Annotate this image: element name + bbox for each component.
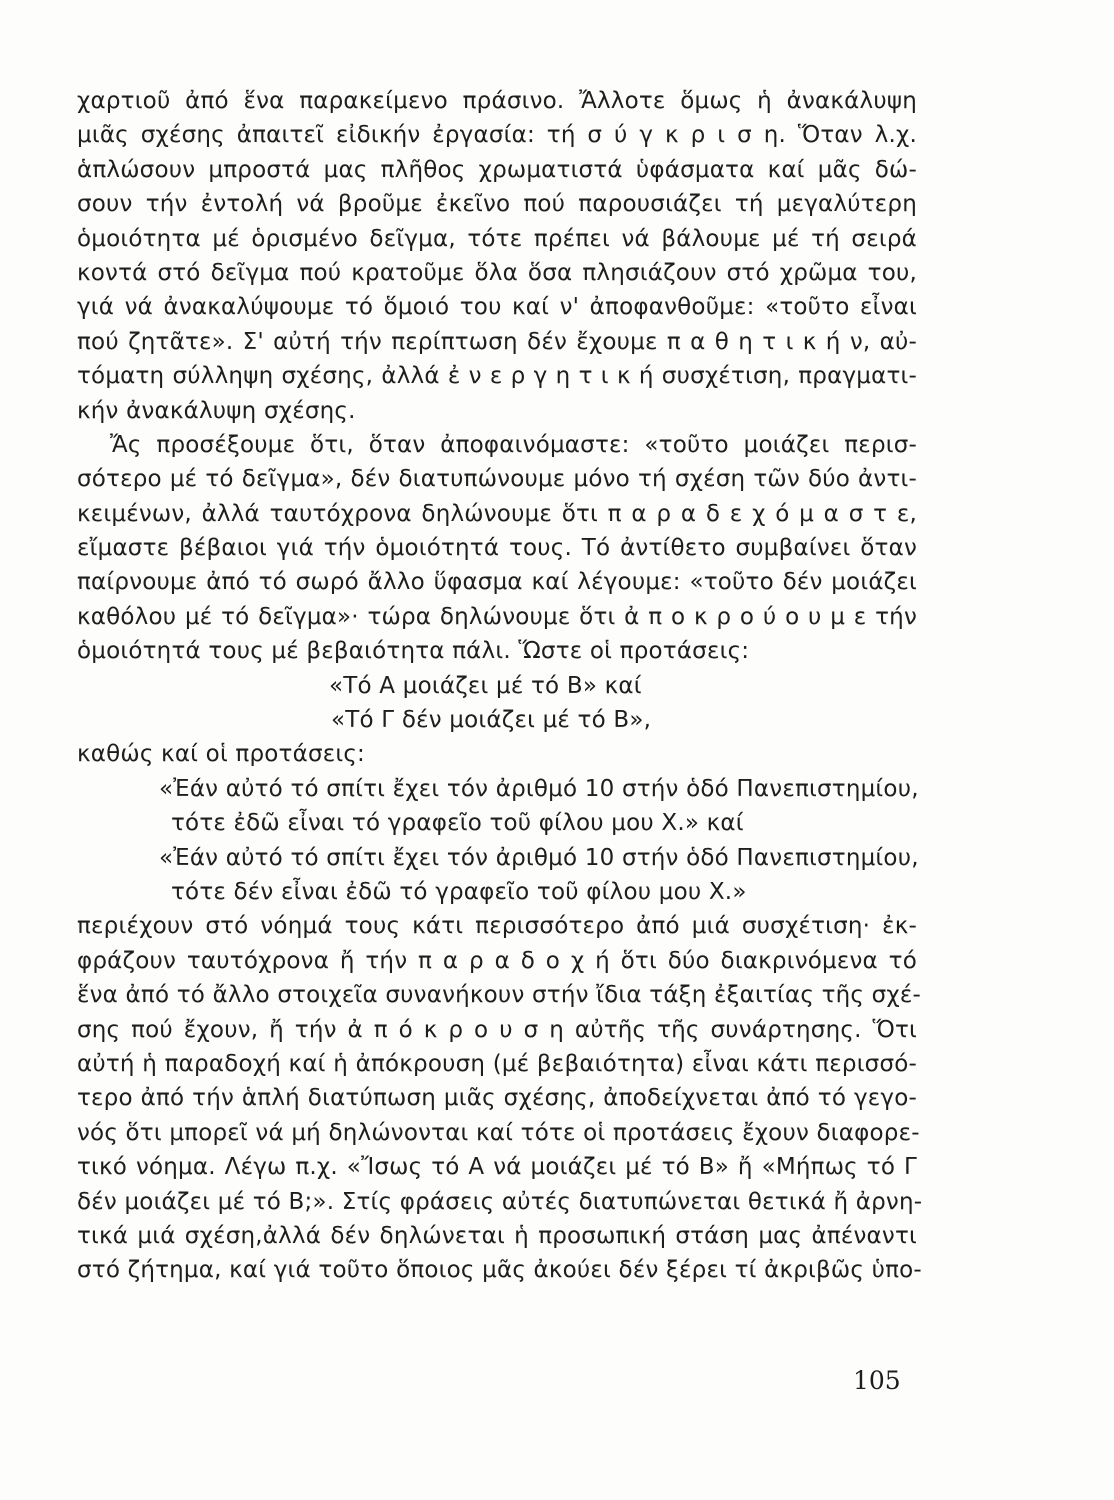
- text-line: ὁμοιότητα μέ ὁρισμένο δεῖγμα, τότε πρέπει νά βάλουμε μέ τή σειρά: [77, 225, 917, 252]
- text-line: τικά μιά σχέση,ἀλλά δέν δηλώνεται ἡ προσωπική στάση μας ἀπέναντι: [77, 1222, 917, 1249]
- text-line: νός ὅτι μπορεῖ νά μή δηλώνονται καί τότε οἱ προτάσεις ἔχουν διαφορε-: [77, 1119, 920, 1146]
- text-line: ἁπλώσουν μπροστά μας πλῆθος χρωματιστά ὑφάσματα καί μᾶς δώ-: [77, 156, 917, 183]
- text-line: πού ζητᾶτε». Σ' αὐτή τήν περίπτωση δέν ἔχουμε π α θ η τ ι κ ή ν, αὐ-: [77, 328, 917, 355]
- text-line: ἕνα ἀπό τό ἄλλο στοιχεῖα συνανήκουν στήν ἴδια τάξη ἐξαιτίας τῆς σχέ-: [77, 982, 922, 1009]
- text-line: στό ζήτημα, καί γιά τοῦτο ὅποιος μᾶς ἀκούει δέν ξέρει τί ἀκριβῶς ὑπο-: [77, 1257, 922, 1284]
- quoted-proposition: «Τό Α μοιάζει μέ τό Β» καί: [329, 672, 642, 699]
- text-line: τόματη σύλληψη σχέσης, ἀλλά ἐ ν ε ρ γ η τ ι κ ή συσχέτιση, πραγματι-: [77, 363, 917, 390]
- text-line: ὁμοιότητά τους μέ βεβαιότητα πάλι. Ὥστε οἱ προτάσεις:: [77, 638, 750, 665]
- text-line: κοντά στό δεῖγμα πού κρατοῦμε ὅλα ὅσα πλησιάζουν στό χρῶμα του,: [77, 259, 917, 286]
- page-number: 105: [853, 1366, 901, 1395]
- text-line: σότερο μέ τό δεῖγμα», δέν διατυπώνουμε μόνο τή σχέση τῶν δύο ἀντι-: [77, 466, 917, 493]
- text-line: δέν μοιάζει μέ τό Β;». Στίς φράσεις αὐτές διατυπώνεται θετικά ἤ ἀρνη-: [77, 1188, 923, 1215]
- text-line: κειμένων, ἀλλά ταυτόχρονα δηλώνουμε ὅτι π α ρ α δ ε χ ό μ α σ τ ε,: [77, 500, 917, 527]
- text-line: κήν ἀνακάλυψη σχέσης.: [77, 397, 356, 424]
- quoted-proposition: «Ἐάν αὐτό τό σπίτι ἔχει τόν ἀριθμό 10 στήν ὁδό Πανεπιστημίου,: [159, 775, 919, 802]
- text-line: τικό νόημα. Λέγω π.χ. «Ἴσως τό Α νά μοιάζει μέ τό Β» ἤ «Μήπως τό Γ: [77, 1154, 917, 1181]
- text-line: καθώς καί οἱ προτάσεις:: [77, 741, 366, 768]
- text-line: σουν τήν ἐντολή νά βροῦμε ἐκεῖνο πού παρουσιάζει τή μεγαλύτερη: [77, 191, 917, 218]
- quoted-proposition: τότε δέν εἶναι ἐδῶ τό γραφεῖο τοῦ φίλου μου Χ.»: [171, 878, 747, 905]
- text-line: χαρτιοῦ ἀπό ἕνα παρακείμενο πράσινο. Ἄλλοτε ὅμως ἡ ἀνακάλυψη: [77, 88, 917, 114]
- text-line: σης πού ἔχουν, ἤ τήν ἀ π ό κ ρ ο υ σ η αὐτῆς τῆς συνάρτησης. Ὅτι: [77, 1016, 917, 1043]
- paragraph-start-line: Ἄς προσέξουμε ὅτι, ὅταν ἀποφαινόμαστε: «τοῦτο μοιάζει περισ-: [110, 431, 917, 458]
- text-line: τερο ἀπό τήν ἁπλή διατύπωση μιᾶς σχέσης, ἀποδείχνεται ἀπό τό γεγο-: [77, 1085, 917, 1112]
- quoted-proposition: τότε ἐδῶ εἶναι τό γραφεῖο τοῦ φίλου μου Χ.» καί: [171, 810, 744, 837]
- text-line: αὐτή ἡ παραδοχή καί ἡ ἀπόκρουση (μέ βεβαιότητα) εἶναι κάτι περισσό-: [77, 1050, 917, 1077]
- text-line: καθόλου μέ τό δεῖγμα»· τώρα δηλώνουμε ὅτι ἀ π ο κ ρ ο ύ ο υ μ ε τήν: [77, 603, 917, 630]
- text-line: μιᾶς σχέσης ἀπαιτεῖ εἰδικήν ἐργασία: τή σ ύ γ κ ρ ι σ η. Ὅταν λ.χ.: [77, 122, 917, 149]
- text-line: εἴμαστε βέβαιοι γιά τήν ὁμοιότητά τους. Τό ἀντίθετο συμβαίνει ὅταν: [77, 535, 917, 562]
- body-text: [77, 84, 923, 1288]
- text-line: φράζουν ταυτόχρονα ἤ τήν π α ρ α δ ο χ ή ὅτι δύο διακρινόμενα τό: [77, 947, 917, 974]
- text-line: περιέχουν στό νόημά τους κάτι περισσότερο ἀπό μιά συσχέτιση· ἐκ-: [77, 913, 917, 940]
- quoted-proposition: «Τό Γ δέν μοιάζει μέ τό Β»,: [331, 707, 652, 734]
- text-line: παίρνουμε ἀπό τό σωρό ἄλλο ὕφασμα καί λέγουμε: «τοῦτο δέν μοιάζει: [77, 569, 917, 596]
- text-line: γιά νά ἀνακαλύψουμε τό ὅμοιό του καί ν' ἀποφανθοῦμε: «τοῦτο εἶναι: [77, 294, 917, 321]
- quoted-proposition: «Ἐάν αὐτό τό σπίτι ἔχει τόν ἀριθμό 10 στήν ὁδό Πανεπιστημίου,: [159, 844, 919, 871]
